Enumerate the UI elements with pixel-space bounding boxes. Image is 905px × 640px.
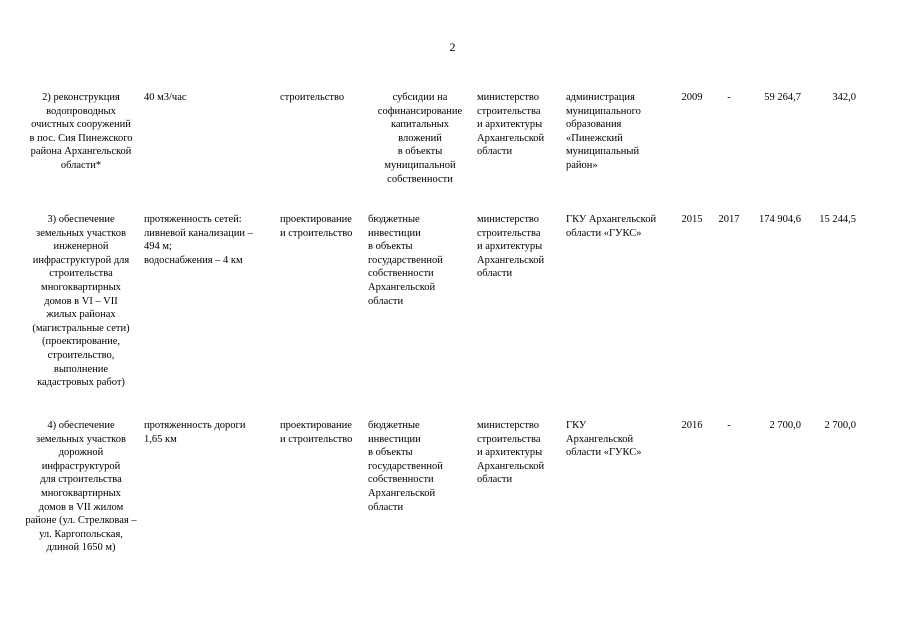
year-end-cell: - (727, 92, 731, 103)
capacity-cell: протяженность сетей: ливневой канализации – 494 м; водоснабжения – 4 км (144, 214, 253, 266)
customer-cell: ГКУ Архангельской области «ГУКС» (566, 214, 657, 239)
funding-form-cell: бюджетные инвестиции в объекты государственной собственности Архангельской области (368, 214, 443, 307)
cost-cell: 59 264,7 (764, 92, 801, 103)
customer-cell: ГКУ Архангельской области «ГУКС» (566, 420, 642, 459)
page-number: 2 (449, 40, 456, 54)
ministry-cell: министерство строительства и архитектуры Архангельской области (477, 92, 545, 158)
year-start-cell: 2009 (681, 92, 703, 103)
funding-form-cell: субсидии на софинансирование капитальных вложений в объекты муниципальной собственности (377, 92, 463, 185)
object-name-cell: 3) обеспечение земельных участков инженерной инфраструктурой для строительства многоквартирных домов в VI – VII жилых районах (магистральные сети) (проектирование, строительство, выполнение кадастровых работ) (32, 214, 130, 389)
year-start-cell: 2015 (681, 214, 703, 225)
cost-cell: 174 904,6 (759, 214, 801, 225)
funding-form-cell: бюджетные инвестиции в объекты государственной собственности Архангельской области (368, 420, 443, 513)
work-type-cell: проектирование и строительство (280, 420, 353, 445)
year-end-cell: - (727, 420, 731, 431)
ministry-cell: министерство строительства и архитектуры Архангельской области (477, 420, 545, 486)
capacity-cell: 40 м3/час (144, 92, 187, 103)
amount-cell: 342,0 (832, 92, 856, 103)
year-end-cell: 2017 (718, 214, 740, 225)
object-name-cell: 2) реконструкция водопроводных очистных сооружений в пос. Сия Пинежского района Архангельской области* (29, 92, 133, 171)
amount-cell: 15 244,5 (819, 214, 856, 225)
amount-cell: 2 700,0 (824, 420, 856, 431)
capacity-cell: протяженность дороги 1,65 км (144, 420, 246, 445)
year-start-cell: 2016 (681, 420, 703, 431)
work-type-cell: строительство (280, 92, 345, 103)
ministry-cell: министерство строительства и архитектуры Архангельской области (477, 214, 545, 280)
work-type-cell: проектирование и строительство (280, 214, 353, 239)
object-name-cell: 4) обеспечение земельных участков дорожной инфраструктурой для строительства многоквартирных домов в VII жилом районе (ул. Стрелковая – ул. Каргопольская, длиной 1650 м) (25, 420, 137, 554)
customer-cell: администрация муниципального образования «Пинежский муниципальный район» (566, 92, 641, 171)
cost-cell: 2 700,0 (769, 420, 801, 431)
